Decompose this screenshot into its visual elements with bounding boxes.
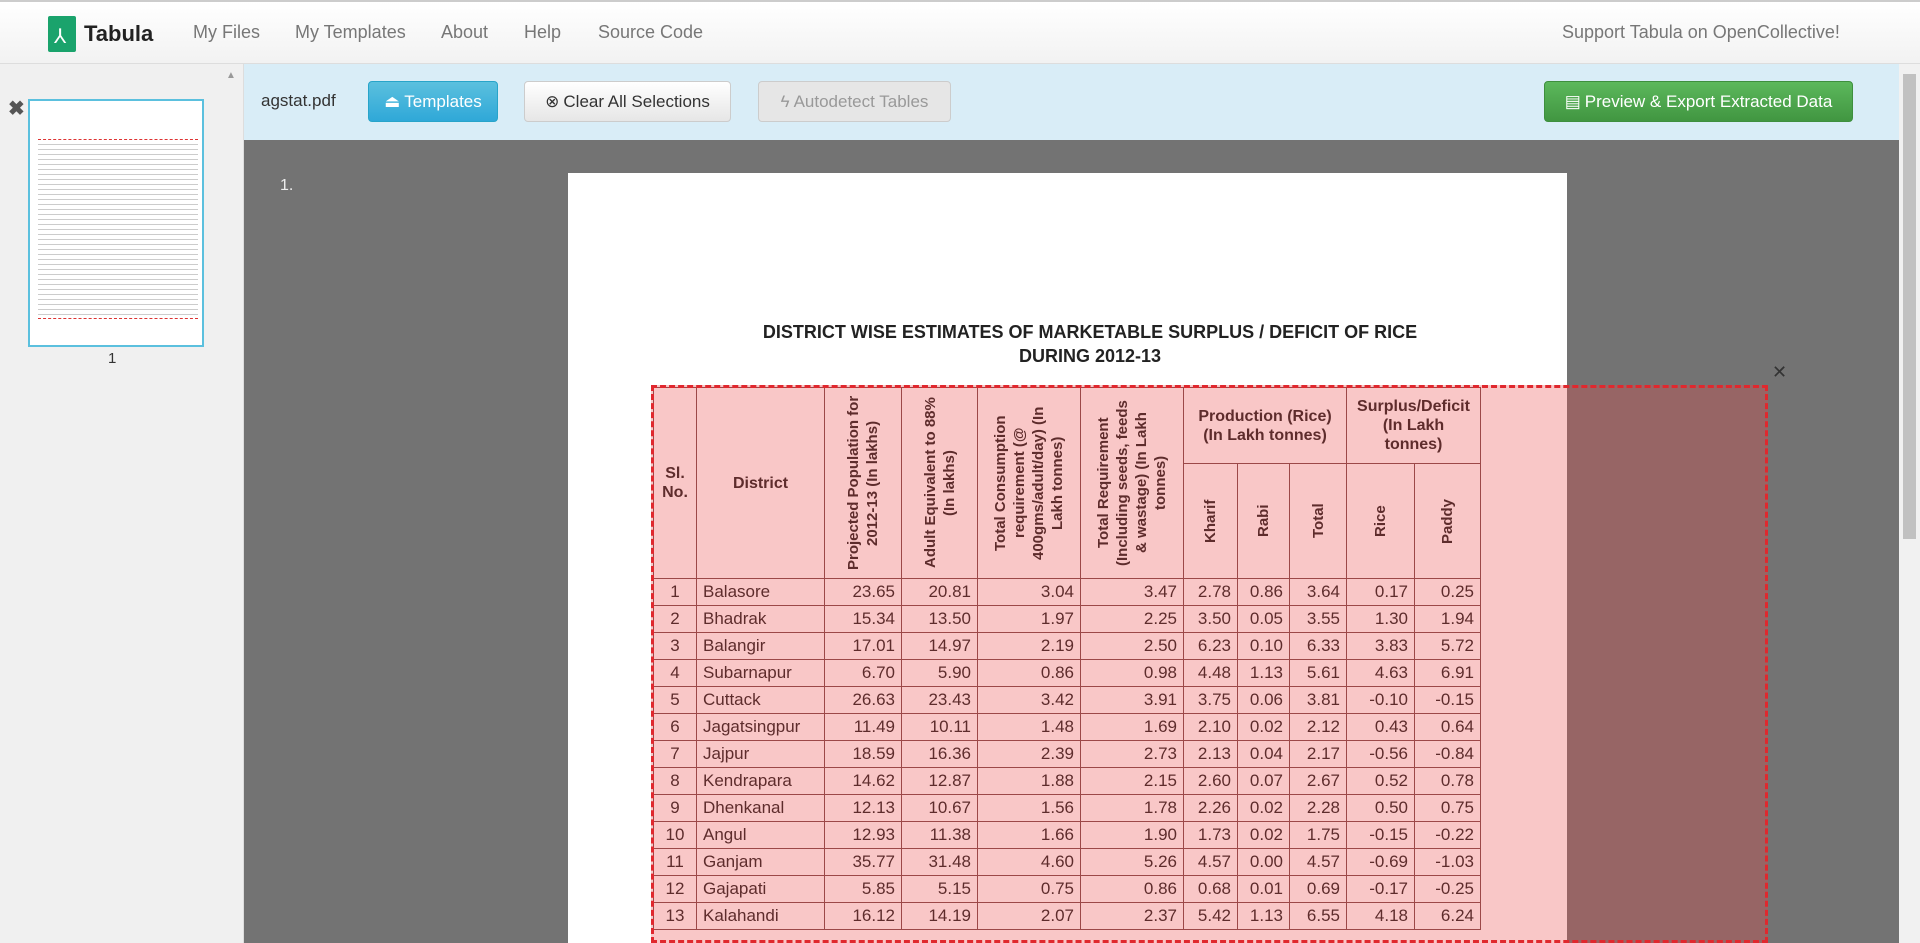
table-cell: 16.36 [902,741,978,768]
scroll-up-arrow-icon[interactable]: ▲ [226,70,236,81]
table-cell: 0.64 [1415,714,1481,741]
selection-close-icon[interactable]: ✕ [1772,362,1788,382]
table-cell: 6.55 [1290,903,1347,930]
table-cell: 3.64 [1290,579,1347,606]
table-cell: 14.97 [902,633,978,660]
table-cell: -1.03 [1415,849,1481,876]
header-total-text: Total [1309,503,1327,539]
table-cell: 4.57 [1184,849,1238,876]
table-icon: ▤ [1564,91,1581,111]
table-cell: 1.13 [1238,660,1290,687]
table-cell: 1.88 [978,768,1081,795]
table-cell: 1.97 [978,606,1081,633]
nav-about[interactable]: About [441,22,489,42]
table-cell: 3.42 [978,687,1081,714]
header-rice-text: Rice [1372,505,1389,537]
table-cell: 3 [654,633,697,660]
table-cell: 11 [654,849,697,876]
table-cell: 3.50 [1184,606,1238,633]
table-cell: 9 [654,795,697,822]
table-cell: 0.02 [1238,822,1290,849]
table-cell: 2.17 [1290,741,1347,768]
table-cell: 5.90 [902,660,978,687]
table-cell: 2.07 [978,903,1081,930]
table-cell: 1.48 [978,714,1081,741]
table-cell: Kalahandi [697,903,825,930]
table-cell: 2.73 [1081,741,1184,768]
table-cell: -0.84 [1415,741,1481,768]
scrollbar-thumb[interactable] [1903,74,1916,539]
table-cell: Jagatsingpur [697,714,825,741]
table-cell: 12.93 [825,822,902,849]
table-cell: 3.55 [1290,606,1347,633]
brand-name: Tabula [84,21,154,46]
table-cell: 3.91 [1081,687,1184,714]
table-cell: -0.15 [1415,687,1481,714]
table-cell: 12.13 [825,795,902,822]
table-cell: 0.05 [1238,606,1290,633]
table-cell: 1 [654,579,697,606]
table-cell: 8 [654,768,697,795]
header-consumption-text: Total Consumption requirement (@ 400gms/adult/day) (In Lakh tonnes) [992,406,1066,560]
table-cell: 3.83 [1347,633,1415,660]
nav-help[interactable]: Help [524,22,562,42]
table-cell: 4.63 [1347,660,1415,687]
table-selection-area[interactable] [651,385,1768,943]
table-cell: Balasore [697,579,825,606]
table-cell: 13.50 [902,606,978,633]
table-cell: 6.91 [1415,660,1481,687]
table-cell: 2.78 [1184,579,1238,606]
clear-all-selections-button[interactable] [524,81,731,122]
table-cell: 5.15 [902,876,978,903]
table-cell: 2.28 [1290,795,1347,822]
table-cell: 0.02 [1238,795,1290,822]
brand-link[interactable] [48,16,153,52]
nav-source-code[interactable]: Source Code [598,22,704,42]
table-cell: 10 [654,822,697,849]
tabula-logo-icon: ⅄ [48,16,76,52]
table-cell: Balangir [697,633,825,660]
table-cell: 4.18 [1347,903,1415,930]
table-cell: 6.24 [1415,903,1481,930]
table-cell: 6.33 [1290,633,1347,660]
table-cell: 35.77 [825,849,902,876]
export-label: Preview & Export Extracted Data [1584,91,1833,111]
table-cell: 0.86 [1081,876,1184,903]
table-cell: 0.75 [978,876,1081,903]
filename: agstat.pdf [261,91,336,110]
header-population-text: Projected Population for 2012-13 (In lakhs) [845,395,881,571]
table-cell: 4.60 [978,849,1081,876]
header-adult-text: Adult Equivalent to 88% (In lakhs) [921,397,958,569]
page-thumbnail[interactable] [28,99,204,347]
table-cell: 0.50 [1347,795,1415,822]
table-cell: 3.47 [1081,579,1184,606]
top-navbar [0,0,1920,64]
page-thumbnails-sidebar [0,64,244,943]
table-cell: 0.04 [1238,741,1290,768]
thumbnail-page-number: 1 [108,350,117,367]
table-cell: 12 [654,876,697,903]
thumbnail-selection [38,139,198,319]
table-cell: Cuttack [697,687,825,714]
table-cell: 14.62 [825,768,902,795]
table-cell: 5.85 [825,876,902,903]
table-cell: 6.70 [825,660,902,687]
table-cell: -0.56 [1347,741,1415,768]
table-cell: Dhenkanal [697,795,825,822]
table-cell: 0.52 [1347,768,1415,795]
header-paddy-text: Paddy [1439,498,1456,544]
templates-button[interactable] [368,81,498,122]
nav-support-link[interactable]: Support Tabula on OpenCollective! [1562,22,1840,42]
preview-export-button[interactable] [1544,81,1853,122]
table-cell: 0.86 [978,660,1081,687]
title-line-1: DISTRICT WISE ESTIMATES OF MARKETABLE SURPLUS / DEFICIT OF RICE [762,322,1418,342]
table-cell: Angul [697,822,825,849]
table-cell: 5 [654,687,697,714]
table-cell: 26.63 [825,687,902,714]
lightning-bolt-icon: ϟ [780,91,790,111]
table-cell: 14.19 [902,903,978,930]
header-production: Production (Rice) (In Lakh tonnes) [1184,388,1347,464]
table-cell: 2.10 [1184,714,1238,741]
table-cell: 6 [654,714,697,741]
header-requirement-text: Total Requirement (Including seeds, feeds & wastage) (In Lakh tonnes) [1095,400,1169,566]
table-cell: 2.67 [1290,768,1347,795]
table-cell: 5.42 [1184,903,1238,930]
title-line-2: DURING 2012-13 [1018,346,1162,366]
table-cell: 0.69 [1290,876,1347,903]
table-cell: 1.69 [1081,714,1184,741]
table-cell: -0.17 [1347,876,1415,903]
table-cell: 0.68 [1184,876,1238,903]
pdf-viewer [244,140,1899,943]
table-cell: 31.48 [902,849,978,876]
table-cell: Bhadrak [697,606,825,633]
table-cell: 0.75 [1415,795,1481,822]
table-cell: 1.78 [1081,795,1184,822]
toolbar [244,64,1899,140]
table-cell: 4.57 [1290,849,1347,876]
templates-icon: ⏏ [384,91,401,111]
table-cell: 0.10 [1238,633,1290,660]
table-cell: 10.11 [902,714,978,741]
table-cell: 5.61 [1290,660,1347,687]
table-cell: 2.50 [1081,633,1184,660]
table-cell: 0.86 [1238,579,1290,606]
table-cell: 3.04 [978,579,1081,606]
table-cell: -0.10 [1347,687,1415,714]
clear-x-circle-icon: ⊗ [545,91,560,111]
table-cell: 15.34 [825,606,902,633]
vertical-scrollbar[interactable] [1899,64,1920,943]
table-cell: 11.49 [825,714,902,741]
table-cell: 0.07 [1238,768,1290,795]
table-cell: 0.25 [1415,579,1481,606]
table-cell: Gajapati [697,876,825,903]
table-cell: 0.43 [1347,714,1415,741]
table-cell: 0.00 [1238,849,1290,876]
table-cell: 1.75 [1290,822,1347,849]
table-cell: 2.39 [978,741,1081,768]
page-label: 1. [280,177,294,194]
table-cell: 2.15 [1081,768,1184,795]
table-cell: 16.12 [825,903,902,930]
table-cell: 1.30 [1347,606,1415,633]
templates-label: Templates [404,91,482,111]
table-cell: 1.13 [1238,903,1290,930]
table-cell: -0.22 [1415,822,1481,849]
header-kharif-text: Kharif [1202,499,1219,543]
table-cell: -0.15 [1347,822,1415,849]
header-sl-no: Sl. No. [654,388,697,579]
table-cell: 0.02 [1238,714,1290,741]
header-district: District [697,388,825,579]
header-surplus: Surplus/Deficit (In Lakh tonnes) [1347,388,1481,464]
table-cell: 5.72 [1415,633,1481,660]
table-cell: 0.06 [1238,687,1290,714]
table-cell: 6.23 [1184,633,1238,660]
table-cell: 12.87 [902,768,978,795]
document-title [568,320,1567,368]
table-cell: 2.25 [1081,606,1184,633]
table-cell: 23.43 [902,687,978,714]
table-cell: 2 [654,606,697,633]
nav-my-files[interactable]: My Files [193,22,260,42]
table-cell: 20.81 [902,579,978,606]
table-cell: 3.81 [1290,687,1347,714]
autodetect-tables-button[interactable] [758,81,951,122]
table-cell: 0.78 [1415,768,1481,795]
table-cell: 1.73 [1184,822,1238,849]
table-cell: 18.59 [825,741,902,768]
autodetect-label: Autodetect Tables [793,91,929,111]
table-cell: 0.17 [1347,579,1415,606]
table-cell: 23.65 [825,579,902,606]
table-cell: 17.01 [825,633,902,660]
table-cell: 2.26 [1184,795,1238,822]
table-cell: Subarnapur [697,660,825,687]
table-cell: -0.25 [1415,876,1481,903]
table-cell: 0.01 [1238,876,1290,903]
table-cell: 4.48 [1184,660,1238,687]
table-cell: 5.26 [1081,849,1184,876]
table-cell: 2.13 [1184,741,1238,768]
table-cell: 0.98 [1081,660,1184,687]
header-rabi-text: Rabi [1255,504,1272,538]
table-cell: 3.75 [1184,687,1238,714]
remove-selection-close-icon[interactable]: ✖ [8,98,25,120]
table-cell: 1.66 [978,822,1081,849]
nav-my-templates[interactable]: My Templates [295,22,406,42]
table-cell: 2.12 [1290,714,1347,741]
table-cell: 7 [654,741,697,768]
table-cell: Kendrapara [697,768,825,795]
clear-label: Clear All Selections [563,91,710,111]
table-cell: -0.69 [1347,849,1415,876]
table-cell: 4 [654,660,697,687]
table-cell: 1.56 [978,795,1081,822]
table-cell: 11.38 [902,822,978,849]
table-cell: 2.60 [1184,768,1238,795]
table-cell: Jajpur [697,741,825,768]
table-cell: Ganjam [697,849,825,876]
table-cell: 1.90 [1081,822,1184,849]
table-cell: 13 [654,903,697,930]
table-cell: 10.67 [902,795,978,822]
table-cell: 2.19 [978,633,1081,660]
table-cell: 1.94 [1415,606,1481,633]
table-cell: 2.37 [1081,903,1184,930]
